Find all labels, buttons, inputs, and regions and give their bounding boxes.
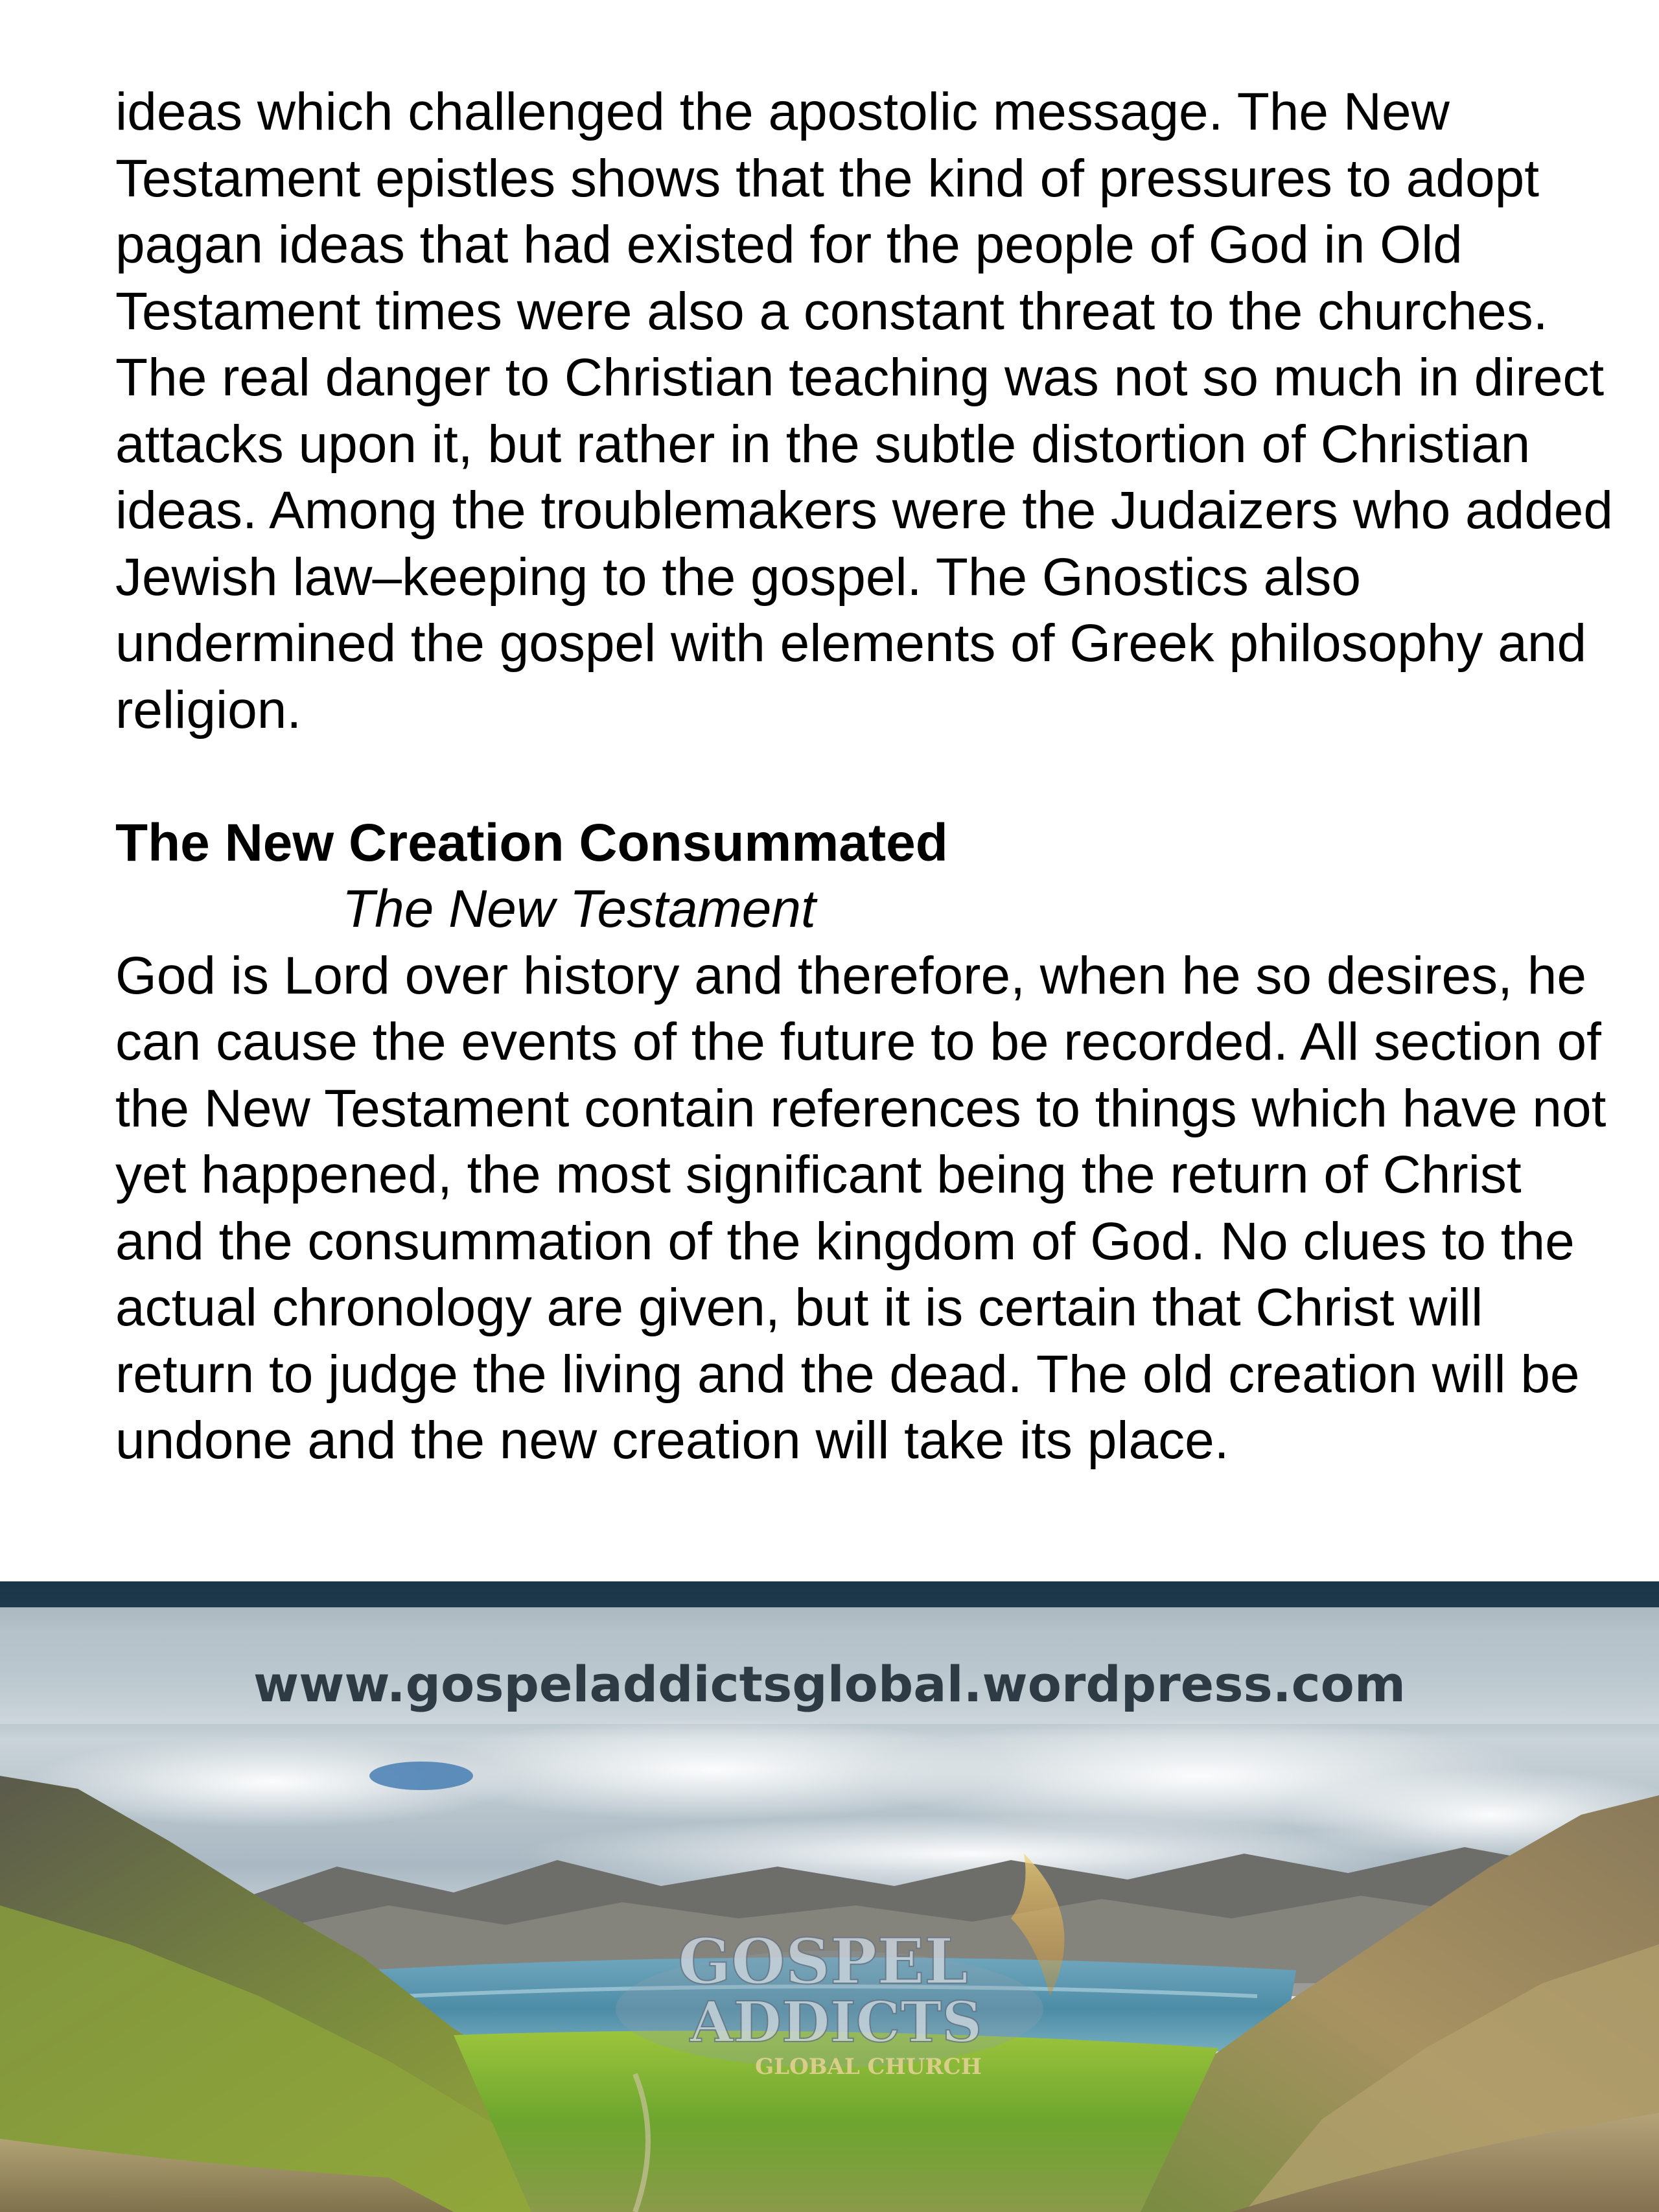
document-body [115,79,1619,1474]
paragraph-1: ideas which challenged the apostolic message. The New Testament epistles shows that the kind of pressures to adopt pagan ideas that had existed for the people of God in Old Testament times were also a constant threat to the churches. The real danger to Christian teaching was not so much in direct attacks upon it, but rather in the subtle distortion of Christian ideas. Among the troublemakers were the Judaizers who added Jewish law–keeping to the gospel. The Gnostics also undermined the gospel with elements of Greek philosophy and religion. [115,82,1614,739]
landscape-illustration [0,1581,1659,2212]
logo-line-2: ADDICTS [690,1990,982,2055]
logo-line-1: GOSPEL [678,1925,968,1998]
banner-url: www.gospeladdictsglobal.wordpress.com [253,1655,1406,1713]
logo-line-3: GLOBAL CHURCH [755,2054,982,2080]
section-subheading: The New Testament [342,879,816,938]
section-heading: The New Creation Consummated [115,813,948,872]
paragraph-gap [115,743,1619,810]
paragraph-2: God is Lord over history and therefore, when he so desires, he can cause the events of the future to be recorded. All section of the New Testament contain references to things which have not yet happened, the most significant being the return of Christ and the consummation of the kingdom of God. No clues to the actual chronology are given, but it is certain that Christ will return to judge the living and the dead. The old creation will be undone and the new creation will take its place. [115,946,1607,1470]
landscape-banner [0,1581,1659,2212]
